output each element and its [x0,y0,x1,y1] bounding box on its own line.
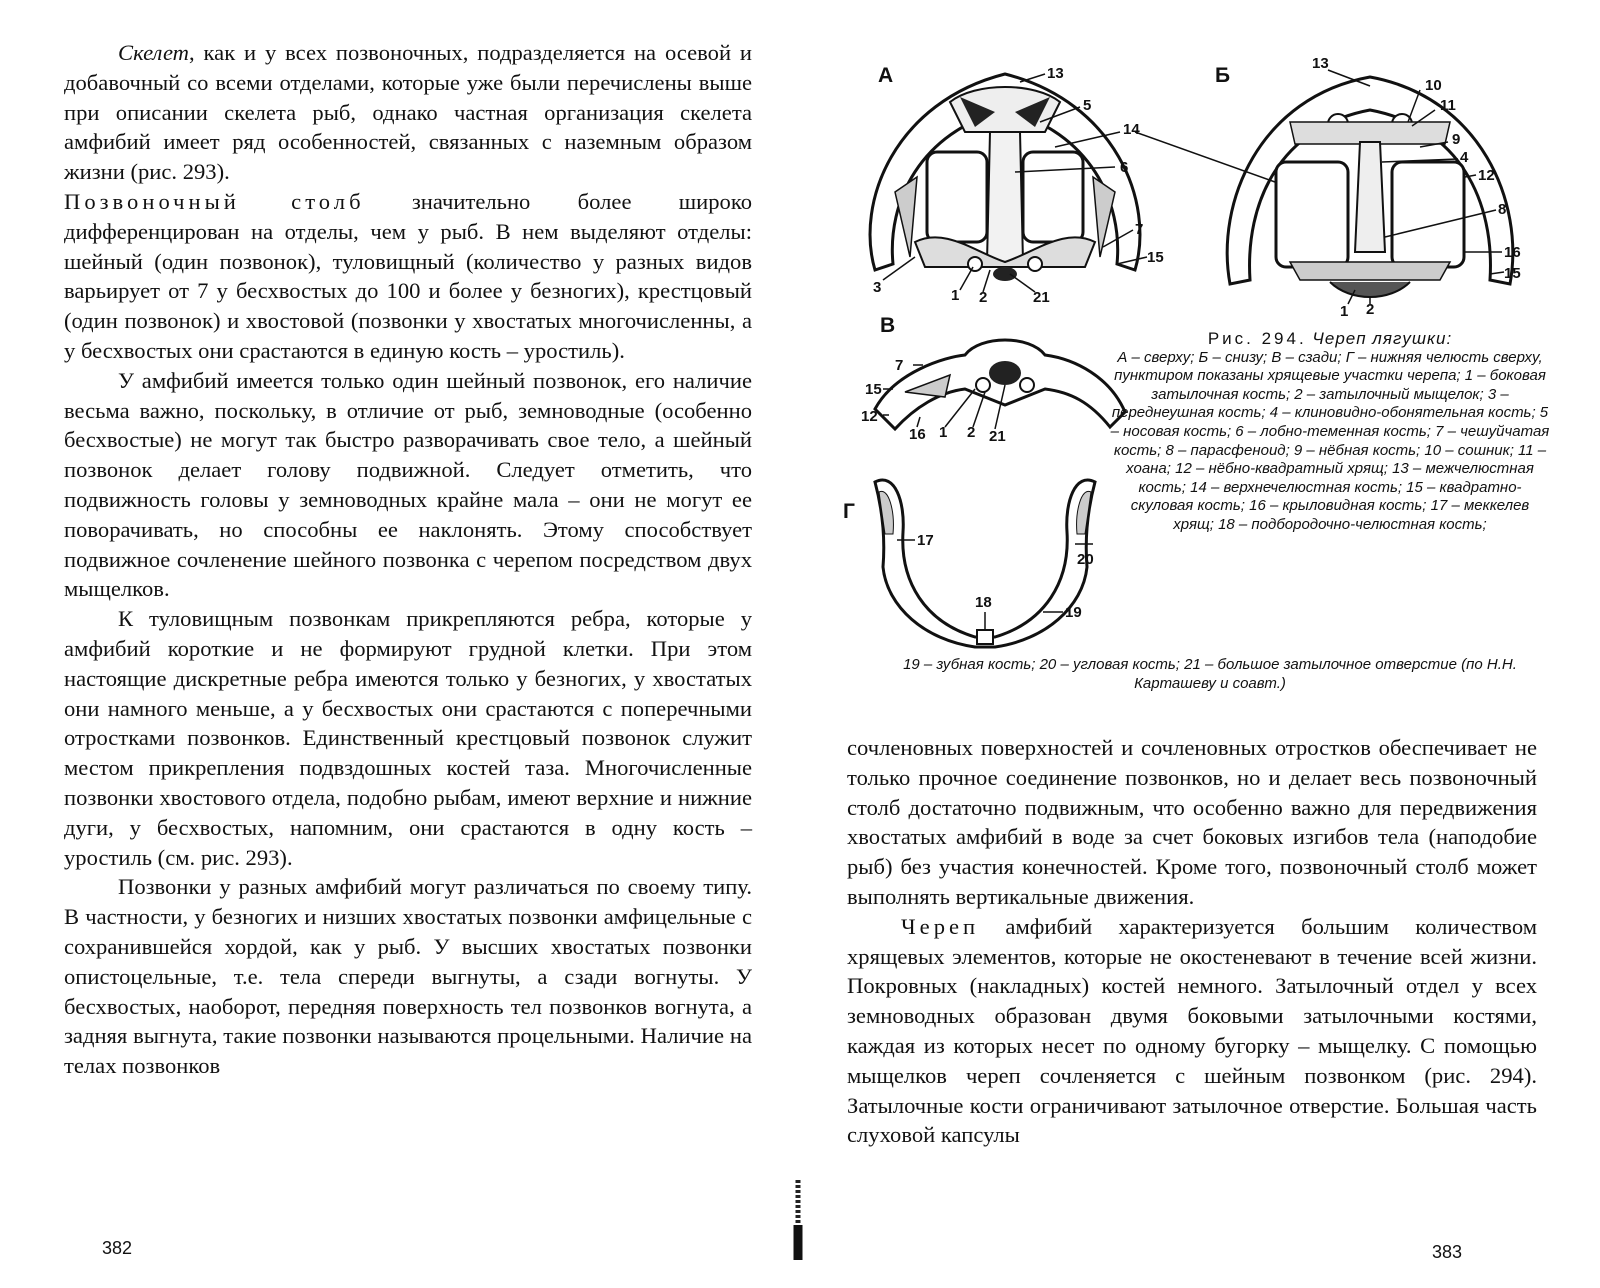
right-text-column [847,733,1537,1150]
label-v-21: 21 [989,428,1006,445]
label-v-15: 15 [865,381,882,398]
figure-caption-tail: 19 – зубная кость; 20 – угловая кость; 21 – большое затылочное отверстие (по Н.Н. Карташеву и соавт.) [903,656,1517,692]
label-v-1: 1 [939,424,948,441]
leader-line-14 [1125,112,1285,192]
paragraph: У амфибий имеется только один шейный позвонок, его наличие весьма важно, поскольку, в отличие от рыб, земноводные (особенно бесхвостые) не могут так быстро разворачивать свое тело, а шейный позвонок делает голову подвижной. Следует отметить, что подвижность головы у земноводных крайне мала – они не могут ее поворачивать, но способны ее наклонять. Этому способствует подвижное сочленение шейного позвонка с черепом посредством двух мыщелков. [64,367,752,602]
paragraph: Позвонки у разных амфибий могут различаться по своему типу. В частности, у безногих и низших хвостатых позвонки амфицельные с сохранившейся хордой, как у рыб. У высших хвостатых позвонки опистоцельные, т.е. тела спереди выгнуты, а сзади вогнуты. У бесхвостых, наоборот, передняя поверхность тел позвонков вогнута, а задняя выгнута, такие позвонки называются процельными. Наличие на телах позвонков [64,874,752,1079]
paragraph [64,187,752,366]
paragraph-text: , как и у всех позвоночных, подразделяется на осевой и добавочный со всеми отделами, которые уже были перечислены выше при описании скелета рыб, однако частная организация скелета амфибий имеет ряд особенностей, связанных с наземным образом жизни (рис. 293). [64,40,752,185]
figure-caption [1110,330,1550,535]
label-a-7: 7 [1135,221,1144,238]
lower-jaw-view [865,472,1105,652]
left-page [0,0,790,1283]
label-v-7: 7 [895,357,904,374]
paragraph [64,38,752,187]
label-v-12: 12 [861,408,878,425]
label-g-19: 19 [1065,604,1082,621]
label-b-4: 4 [1460,149,1469,166]
label-b-16: 16 [1504,244,1521,261]
panel-label-b: Б [1215,64,1231,87]
skull-top-view [855,52,1165,302]
left-text-column [64,38,752,1081]
paragraph-text: амфибий характеризуется большим количеством хрящевых элементов, которые не окостеневают в течение всей жизни. Покровных (накладных) костей немного. Затылочный отдел у всех земноводных образован двумя боковыми затылочными костями, каждая из которых несет по одному бугорку – мыщелку. С помощью мыщелков череп сочленяется с шейным позвонком (рис. 294). Затылочные кости ограничивают затылочное отверстие. Большая часть слуховой капсулы [847,913,1537,1148]
paragraph-text: значительно более широко дифференцирован на отделы, чем у рыб. В нем выделяют отделы: шейный (один позвонок), туловищный (количество у разных видов варьирует от 7 у бесхвостых до 100 и более у безногих), крестцовый (один позвонок) и хвостовой (позвонки у хвостатых многочисленны, а у бесхвостых они срастаются в единую кость – уростиль). [64,188,752,363]
label-a-6: 6 [1120,159,1129,176]
label-b-8: 8 [1498,201,1507,218]
label-b-12: 12 [1478,167,1495,184]
caption-title [1110,330,1550,349]
term-skeleton: Скелет [118,40,190,65]
caption-title-text: Череп лягушки: [1312,329,1453,348]
paragraph [847,912,1537,1150]
label-g-17: 17 [917,532,934,549]
label-b-1: 1 [1340,303,1349,320]
page-number: 382 [102,1238,133,1258]
label-b-15: 15 [1504,265,1521,282]
label-a-13: 13 [1047,65,1064,82]
panel-label-g: Г [843,500,855,523]
skull-back-view [855,317,1145,447]
label-b-13: 13 [1312,55,1329,72]
label-a-2: 2 [979,289,988,302]
term-skull: Череп [901,913,980,939]
label-b-2: 2 [1366,301,1375,318]
label-b-10: 10 [1425,77,1442,94]
label-a-3: 3 [873,279,882,296]
label-a-14: 14 [1123,121,1140,138]
caption-body: А – сверху; Б – снизу; В – сзади; Г – нижняя челюсть сверху, пунктиром показаны хрящевые участки черепа; 1 – боковая затылочная кость; 2 – затылочный мыщелок; 3 – переднеушная кость; 4 – клиновидно-обонятельная кость; 5 – носовая кость; 6 – лобно-теменная кость; 7 – чешуйчатая кость; 8 – парасфеноид; 9 – нёбная кость; 10 – сошник; 11 – хоана; 12 – нёбно-квадратный хрящ; 13 – межчелюстная кость; 14 – верхнечелюстная кость; 15 – квадратно-скуловая кость; 16 – крыловидная кость; 17 – меккелев хрящ; 18 – подбородочно-челюстная кость; [1110,348,1550,533]
label-g-18: 18 [975,594,992,611]
caption-prefix: Рис. 294. [1207,329,1307,348]
label-b-11: 11 [1440,97,1456,114]
label-g-20: 20 [1077,551,1094,568]
label-a-5: 5 [1083,97,1092,114]
right-page [800,0,1600,1283]
label-v-16: 16 [909,426,926,443]
term-spine: Позвоночный столб [64,188,365,214]
label-v-2: 2 [967,424,976,441]
figure-294 [825,42,1575,732]
panel-label-a: А [878,64,894,87]
paragraph: сочленовных поверхностей и сочленовных отростков обеспечивает не только прочное соединение позвонков, но и делает весь позвоночный столб достаточно подвижным, что особенно важно для передвижения хвостатых амфибий в воде за счет боковых изгибов тела (наподобие рыб) без участия конечностей. Кроме того, позвоночный столб может выполнять вертикальные движения. [847,735,1537,909]
label-a-15: 15 [1147,249,1164,266]
panel-label-v: В [880,314,896,337]
label-a-1: 1 [951,287,960,302]
label-b-9: 9 [1452,131,1461,148]
page-number: 383 [1432,1242,1463,1262]
label-a-21: 21 [1033,289,1050,302]
paragraph: К туловищным позвонкам прикрепляются ребра, которые у амфибий короткие и не формируют грудной клетки. При этом настоящие дискретные ребра имеются только у безногих, у хвостатых они намного меньше, а у бесхвостых они срастаются с поперечными отростками позвонков. Единственный крестцовый позвонок служит местом прикрепления подвздошных костей таза. Многочисленные позвонки хвостового отдела, подобно рыбам, имеют верхние и нижние дуги, у бесхвостых, напомним, они срастаются в одну кость – уростиль (см. рис. 293). [64,606,752,870]
